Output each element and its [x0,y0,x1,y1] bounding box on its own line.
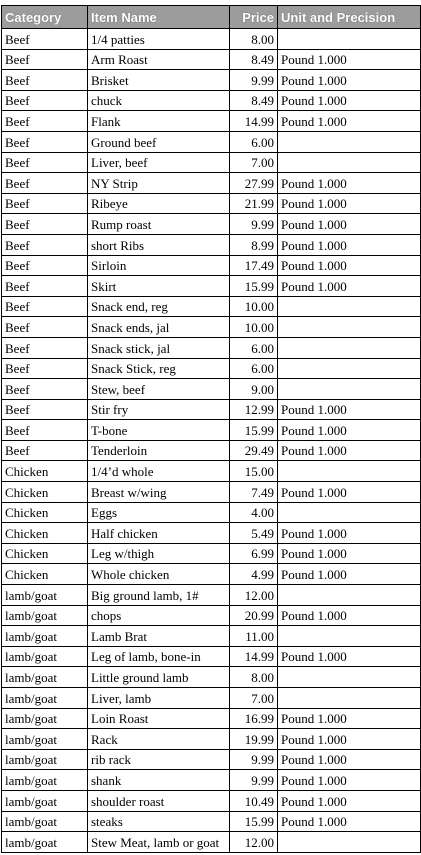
item-name-cell: 1/4 patties [88,29,230,50]
item-name-cell: Ribeye [88,193,230,214]
unit-cell: Pound 1.000 [278,420,421,441]
unit-cell: Pound 1.000 [278,49,421,70]
unit-cell [278,131,421,152]
unit-cell [278,832,421,853]
table-row [2,70,421,91]
unit-cell: Pound 1.000 [278,234,421,255]
category-cell: Beef [2,70,88,91]
category-cell: lamb/goat [2,585,88,606]
table-row [2,461,421,482]
item-name-cell: Ground beef [88,131,230,152]
table-row [2,790,421,811]
table-row [2,708,421,729]
unit-cell: Pound 1.000 [278,193,421,214]
item-name-cell: shank [88,770,230,791]
unit-cell: Pound 1.000 [278,729,421,750]
category-cell: Beef [2,317,88,338]
table-row [2,749,421,770]
price-cell: 6.00 [230,131,278,152]
item-name-cell: Leg of lamb, bone-in [88,646,230,667]
price-cell: 9.99 [230,749,278,770]
item-name-cell: Stir fry [88,399,230,420]
table-row [2,688,421,709]
unit-cell: Pound 1.000 [278,564,421,585]
item-name-cell: Snack end, reg [88,296,230,317]
category-cell: Beef [2,358,88,379]
category-cell: Beef [2,296,88,317]
unit-cell [278,502,421,523]
category-cell: lamb/goat [2,688,88,709]
item-name-cell: T-bone [88,420,230,441]
unit-cell: Pound 1.000 [278,276,421,297]
category-cell: Beef [2,173,88,194]
price-cell: 15.99 [230,276,278,297]
unit-cell [278,358,421,379]
item-name-cell: Snack stick, jal [88,337,230,358]
table-row [2,626,421,647]
category-cell: Beef [2,49,88,70]
table-row [2,667,421,688]
category-cell: Chicken [2,461,88,482]
price-cell: 9.99 [230,770,278,791]
price-cell: 14.99 [230,111,278,132]
unit-cell: Pound 1.000 [278,605,421,626]
category-cell: Chicken [2,564,88,585]
unit-cell [278,461,421,482]
unit-cell [278,152,421,173]
item-name-cell: 1/4’d whole [88,461,230,482]
price-cell: 20.99 [230,605,278,626]
table-row [2,440,421,461]
table-row [2,193,421,214]
price-cell: 6.00 [230,358,278,379]
item-name-cell: Arm Roast [88,49,230,70]
unit-cell: Pound 1.000 [278,70,421,91]
category-cell: lamb/goat [2,749,88,770]
item-name-cell: Lamb Brat [88,626,230,647]
category-cell: Beef [2,29,88,50]
category-cell: Beef [2,337,88,358]
category-cell: Beef [2,420,88,441]
column-header-unit: Unit and Precision [278,6,421,29]
column-header-item-name: Item Name [88,6,230,29]
price-cell: 11.00 [230,626,278,647]
unit-cell: Pound 1.000 [278,646,421,667]
item-name-cell: Whole chicken [88,564,230,585]
unit-cell [278,29,421,50]
price-list-table [1,5,421,853]
price-cell: 8.00 [230,667,278,688]
table-row [2,337,421,358]
unit-cell: Pound 1.000 [278,790,421,811]
item-name-cell: shoulder roast [88,790,230,811]
table-row [2,420,421,441]
price-cell: 5.49 [230,523,278,544]
category-cell: lamb/goat [2,626,88,647]
price-cell: 10.00 [230,317,278,338]
category-cell: Beef [2,131,88,152]
unit-cell: Pound 1.000 [278,173,421,194]
category-cell: Beef [2,276,88,297]
table-row [2,502,421,523]
item-name-cell: Leg w/thigh [88,543,230,564]
price-cell: 7.00 [230,152,278,173]
category-cell: Beef [2,214,88,235]
table-row [2,234,421,255]
item-name-cell: Breast w/wing [88,482,230,503]
table-row [2,49,421,70]
category-cell: Beef [2,399,88,420]
unit-cell [278,667,421,688]
item-name-cell: Loin Roast [88,708,230,729]
item-name-cell: Rack [88,729,230,750]
table-row [2,296,421,317]
price-cell: 9.99 [230,214,278,235]
item-name-cell: chuck [88,90,230,111]
header-row [2,6,421,29]
table-row [2,585,421,606]
category-cell: Beef [2,193,88,214]
unit-cell: Pound 1.000 [278,111,421,132]
price-cell: 7.00 [230,688,278,709]
price-cell: 21.99 [230,193,278,214]
item-name-cell: Little ground lamb [88,667,230,688]
table-row [2,646,421,667]
table-row [2,276,421,297]
category-cell: lamb/goat [2,708,88,729]
item-name-cell: Liver, beef [88,152,230,173]
category-cell: lamb/goat [2,770,88,791]
price-cell: 27.99 [230,173,278,194]
price-cell: 6.99 [230,543,278,564]
unit-cell: Pound 1.000 [278,90,421,111]
table-row [2,811,421,832]
unit-cell: Pound 1.000 [278,482,421,503]
item-name-cell: Stew Meat, lamb or goat [88,832,230,853]
table-row [2,523,421,544]
unit-cell [278,379,421,400]
item-name-cell: Big ground lamb, 1# [88,585,230,606]
unit-cell: Pound 1.000 [278,708,421,729]
price-cell: 14.99 [230,646,278,667]
price-cell: 9.99 [230,70,278,91]
table-row [2,605,421,626]
category-cell: lamb/goat [2,667,88,688]
table-row [2,543,421,564]
price-cell: 8.99 [230,234,278,255]
table-body [2,29,421,853]
unit-cell: Pound 1.000 [278,440,421,461]
table-row [2,379,421,400]
category-cell: Beef [2,234,88,255]
price-cell: 16.99 [230,708,278,729]
category-cell: Chicken [2,502,88,523]
table-row [2,317,421,338]
unit-cell: Pound 1.000 [278,749,421,770]
table-row [2,564,421,585]
item-name-cell: Sirloin [88,255,230,276]
category-cell: Chicken [2,482,88,503]
column-header-category: Category [2,6,88,29]
price-cell: 12.00 [230,832,278,853]
category-cell: Beef [2,255,88,276]
price-cell: 9.00 [230,379,278,400]
price-cell: 4.99 [230,564,278,585]
item-name-cell: short Ribs [88,234,230,255]
table-row [2,29,421,50]
category-cell: Beef [2,379,88,400]
price-cell: 15.99 [230,811,278,832]
category-cell: lamb/goat [2,790,88,811]
column-header-price: Price [230,6,278,29]
item-name-cell: Eggs [88,502,230,523]
item-name-cell: steaks [88,811,230,832]
category-cell: lamb/goat [2,832,88,853]
unit-cell [278,296,421,317]
item-name-cell: Brisket [88,70,230,91]
table-row [2,399,421,420]
unit-cell [278,585,421,606]
price-cell: 4.00 [230,502,278,523]
item-name-cell: Snack ends, jal [88,317,230,338]
unit-cell [278,317,421,338]
item-name-cell: Snack Stick, reg [88,358,230,379]
table-row [2,255,421,276]
price-cell: 8.49 [230,90,278,111]
item-name-cell: Stew, beef [88,379,230,400]
category-cell: lamb/goat [2,646,88,667]
category-cell: lamb/goat [2,811,88,832]
item-name-cell: Liver, lamb [88,688,230,709]
unit-cell: Pound 1.000 [278,811,421,832]
table-row [2,770,421,791]
table-row [2,173,421,194]
price-cell: 19.99 [230,729,278,750]
table-row [2,214,421,235]
price-cell: 29.49 [230,440,278,461]
price-cell: 15.99 [230,420,278,441]
price-cell: 10.49 [230,790,278,811]
category-cell: Chicken [2,523,88,544]
table-row [2,131,421,152]
unit-cell: Pound 1.000 [278,770,421,791]
item-name-cell: Half chicken [88,523,230,544]
item-name-cell: chops [88,605,230,626]
unit-cell: Pound 1.000 [278,255,421,276]
table-row [2,111,421,132]
unit-cell: Pound 1.000 [278,523,421,544]
category-cell: Beef [2,90,88,111]
price-cell: 12.99 [230,399,278,420]
price-cell: 6.00 [230,337,278,358]
price-cell: 12.00 [230,585,278,606]
item-name-cell: Tenderloin [88,440,230,461]
category-cell: lamb/goat [2,729,88,750]
table-row [2,482,421,503]
item-name-cell: Skirt [88,276,230,297]
item-name-cell: Rump roast [88,214,230,235]
unit-cell: Pound 1.000 [278,214,421,235]
price-cell: 10.00 [230,296,278,317]
price-cell: 7.49 [230,482,278,503]
category-cell: lamb/goat [2,605,88,626]
price-cell: 8.00 [230,29,278,50]
category-cell: Beef [2,440,88,461]
unit-cell [278,626,421,647]
price-cell: 8.49 [230,49,278,70]
table-row [2,729,421,750]
table-row [2,832,421,853]
category-cell: Chicken [2,543,88,564]
unit-cell: Pound 1.000 [278,399,421,420]
table-row [2,152,421,173]
item-name-cell: rib rack [88,749,230,770]
category-cell: Beef [2,152,88,173]
item-name-cell: Flank [88,111,230,132]
unit-cell: Pound 1.000 [278,543,421,564]
table-row [2,90,421,111]
table-row [2,358,421,379]
unit-cell [278,688,421,709]
price-cell: 17.49 [230,255,278,276]
price-cell: 15.00 [230,461,278,482]
category-cell: Beef [2,111,88,132]
unit-cell [278,337,421,358]
item-name-cell: NY Strip [88,173,230,194]
